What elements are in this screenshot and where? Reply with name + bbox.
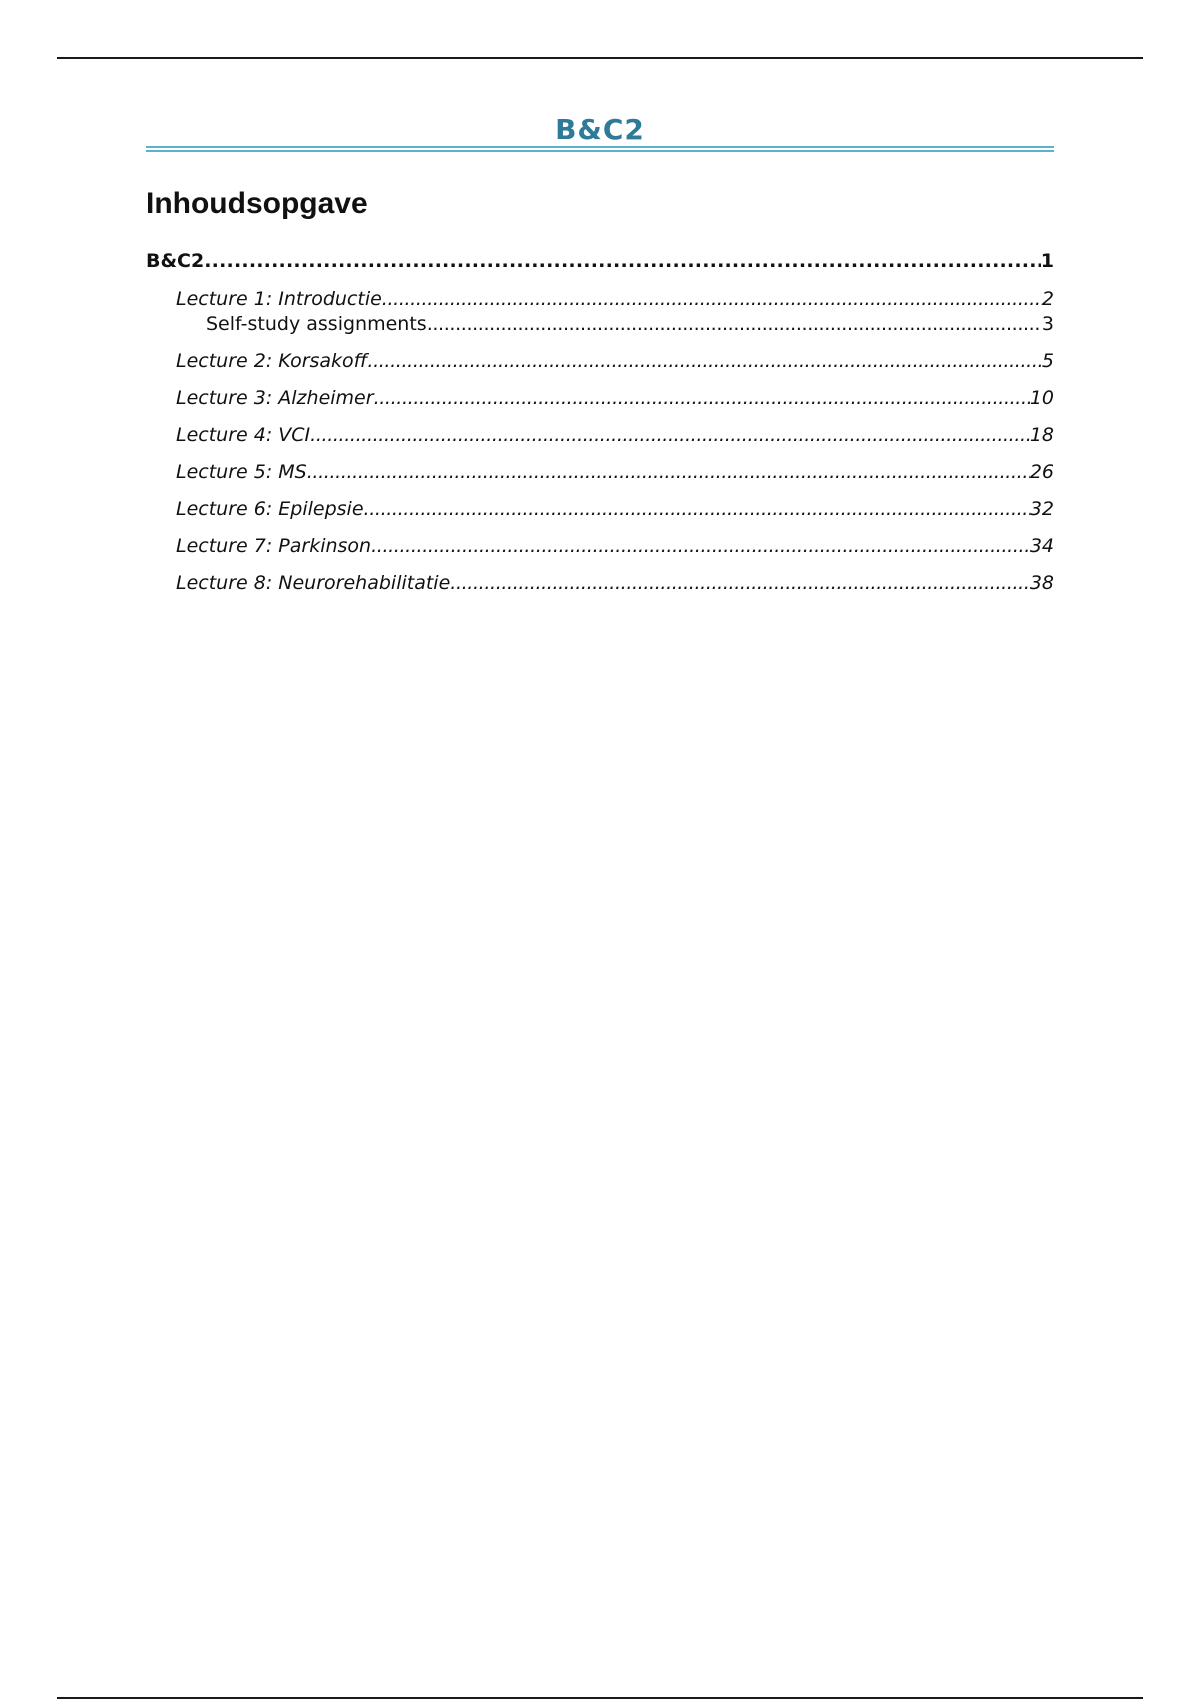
toc-entry-label: Lecture 3: Alzheimer [176, 387, 374, 409]
toc-entry-label: Lecture 8: Neurorehabilitatie [176, 572, 451, 594]
toc-entry-page: 3 [1041, 313, 1054, 335]
toc-leader [382, 288, 1042, 310]
toc-entry-label: Lecture 7: Parkinson [176, 535, 372, 557]
toc-leader [204, 250, 1041, 272]
toc-entry[interactable] [146, 250, 1054, 280]
toc-entry[interactable] [146, 313, 1054, 335]
page-body [146, 100, 1054, 594]
toc-entry-page: 2 [1041, 288, 1054, 310]
toc-leader [307, 461, 1030, 483]
toc-entry[interactable] [146, 288, 1054, 310]
toc-entry-label: B&C2 [146, 250, 205, 272]
toc-entry-label: Lecture 4: VCI [176, 424, 311, 446]
toc-leader [427, 313, 1042, 335]
toc-entry[interactable] [146, 461, 1054, 483]
toc-entry-page: 34 [1029, 535, 1054, 557]
document-title: B&C2 [555, 113, 645, 146]
toc-entry-page: 5 [1041, 350, 1054, 372]
toc-entry-page: 18 [1029, 424, 1054, 446]
toc-entry-label: Lecture 2: Korsakoff [176, 350, 368, 372]
toc-entry[interactable] [146, 387, 1054, 409]
toc-leader [374, 387, 1030, 409]
table-of-contents [146, 250, 1054, 594]
toc-entry-page: 32 [1029, 498, 1054, 520]
title-underline [146, 146, 1054, 152]
toc-entry-page: 38 [1029, 572, 1054, 594]
toc-entry[interactable] [146, 350, 1054, 372]
toc-entry[interactable] [146, 498, 1054, 520]
toc-entry-label: Lecture 5: MS [176, 461, 307, 483]
toc-leader [371, 535, 1030, 557]
toc-entry-page: 26 [1029, 461, 1054, 483]
toc-entry[interactable] [146, 572, 1054, 594]
toc-entry-page: 1 [1040, 250, 1054, 272]
toc-entry-page: 10 [1029, 387, 1054, 409]
toc-entry-label: Lecture 1: Introductie [176, 288, 382, 310]
toc-leader [310, 424, 1030, 446]
toc-entry-label: Self-study assignments [206, 313, 427, 335]
toc-entry[interactable] [146, 424, 1054, 446]
page-top-rule [57, 57, 1143, 59]
page-bottom-rule [57, 1697, 1143, 1699]
toc-heading: Inhoudsopgave [146, 187, 368, 220]
toc-entry[interactable] [146, 535, 1054, 557]
toc-leader [367, 350, 1042, 372]
toc-leader [450, 572, 1030, 594]
toc-entry-label: Lecture 6: Epilepsie [176, 498, 364, 520]
toc-leader [364, 498, 1030, 520]
